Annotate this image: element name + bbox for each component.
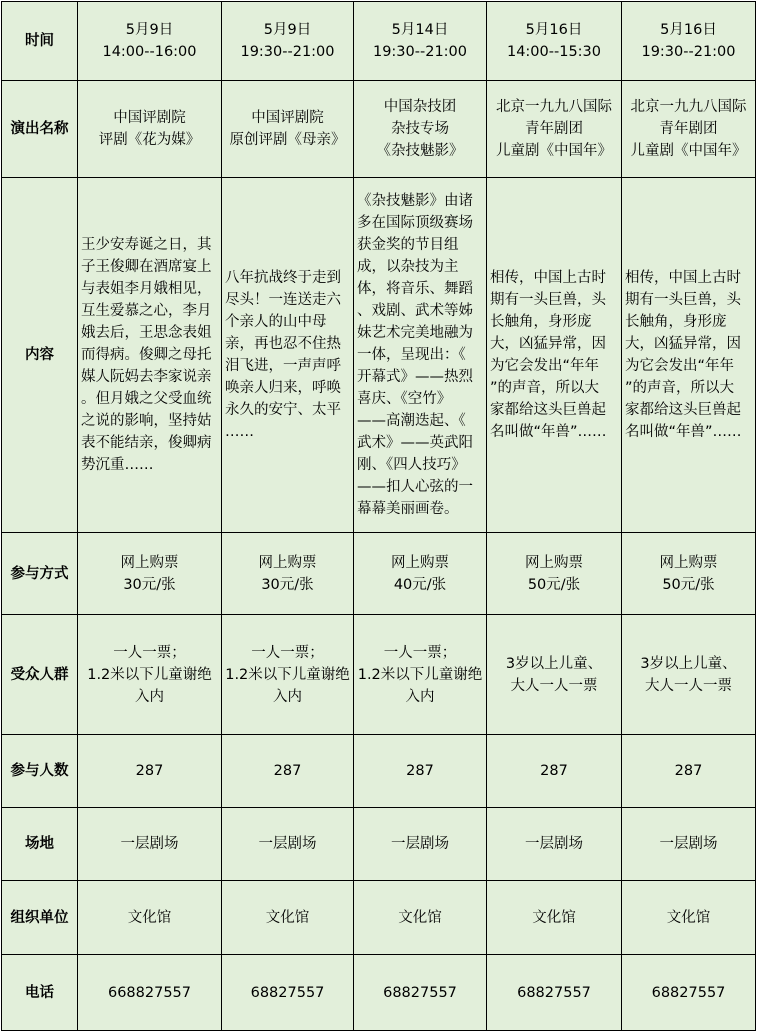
content-text: 家都给这头巨兽起 — [625, 402, 741, 418]
attendance-cell — [78, 735, 221, 807]
participation-text: 网上购票 — [391, 554, 449, 571]
content-text: 永久的安宁、太平 — [225, 402, 341, 418]
content-text: 为它会发出“年年 — [490, 358, 600, 374]
time-cell — [78, 2, 221, 80]
phone-text: 68827557 — [250, 984, 325, 1001]
audience-text: 大人一人一票 — [510, 677, 598, 694]
content-text: 泪飞进，一声声呼 — [225, 358, 341, 374]
content-text: ”的声音，所以大 — [625, 380, 735, 396]
time-cell — [354, 2, 486, 80]
content-cell — [487, 178, 621, 532]
time-cell — [222, 2, 353, 80]
participation-text: 50元/张 — [527, 576, 581, 593]
time-text: 5月14日 — [391, 22, 449, 38]
content-text: 为它会发出“年年 — [625, 358, 735, 374]
content-text: 多在国际顶级赛场 — [357, 215, 473, 231]
content-text: 《杂技魅影》由诸 — [357, 193, 473, 209]
content-text: 幕幕美丽画卷。 — [357, 501, 459, 517]
time-text: 5月16日 — [660, 22, 717, 38]
participation-text: 网上购票 — [120, 554, 179, 571]
participation-text: 网上购票 — [525, 554, 583, 571]
venue-cell — [487, 808, 621, 880]
audience-cell — [622, 615, 755, 734]
content-text: 、戏剧、武术等姊 — [357, 303, 473, 319]
phone-cell — [78, 955, 221, 1030]
audience-text: 3岁以上儿童、 — [640, 655, 737, 672]
participation-text: 网上购票 — [659, 554, 718, 571]
show-name-text: 北京一九九八国际 — [630, 99, 747, 115]
participation-text: 30元/张 — [261, 576, 314, 593]
content-text: 成，以杂技为主 — [357, 259, 459, 275]
show-name-text: 北京一九九八国际 — [496, 99, 612, 115]
row-header-text: 参与人数 — [10, 763, 69, 779]
audience-cell — [222, 615, 353, 734]
attendance-cell — [354, 735, 486, 807]
show-name-cell — [622, 81, 755, 177]
time-text: 5月9日 — [263, 22, 312, 38]
show-name-text: 中国评剧院 — [113, 110, 186, 126]
show-name-text: 青年剧团 — [525, 121, 583, 137]
venue-text: 一层剧场 — [258, 836, 317, 852]
time-text: 19:30--21:00 — [240, 44, 335, 60]
row-header-text: 参与方式 — [10, 565, 69, 582]
attendance-cell — [487, 735, 621, 807]
phone-text: 68827557 — [651, 984, 726, 1001]
audience-text: 入内 — [273, 688, 302, 705]
organizer-cell — [354, 881, 486, 954]
show-name-text: 原创评剧《母亲》 — [229, 132, 346, 148]
participation-cell — [354, 533, 486, 614]
organizer-cell — [222, 881, 353, 954]
row-header-time — [2, 2, 77, 80]
audience-text: 1.2米以下儿童谢绝 — [357, 666, 483, 683]
participation-text: 30元/张 — [123, 576, 176, 593]
content-text: ——高潮迭起、《 — [357, 413, 466, 429]
row-header-venue — [2, 808, 77, 880]
venue-cell — [622, 808, 755, 880]
content-text: 八年抗战终于走到 — [225, 270, 341, 286]
content-text: 刚、《四人技巧》 — [357, 457, 466, 473]
venue-cell — [354, 808, 486, 880]
show-name-text: 儿童剧《中国年》 — [496, 143, 612, 159]
content-cell — [354, 178, 486, 532]
content-text: 长触角，身形庞 — [490, 314, 592, 330]
organizer-cell — [78, 881, 221, 954]
organizer-text: 文化馆 — [127, 909, 172, 926]
content-text: 尽头！一连送走六 — [225, 292, 341, 308]
content-text: 王少安寿诞之日，其 — [81, 237, 212, 253]
phone-text: 68827557 — [383, 984, 457, 1001]
content-text: 相传，中国上古时 — [625, 270, 741, 286]
time-text: 5月9日 — [125, 22, 174, 38]
attendance-text: 287 — [406, 763, 434, 779]
content-text: 妹艺术完美地融为 — [357, 325, 473, 341]
attendance-cell — [622, 735, 755, 807]
show-name-text: 中国评剧院 — [251, 110, 324, 126]
show-name-text: 中国杂技团 — [383, 99, 457, 115]
content-text: 唤亲人归来，呼唤 — [225, 380, 341, 396]
content-text: …… — [225, 424, 254, 440]
attendance-text: 287 — [674, 763, 703, 779]
content-text: 之说的影响，坚持姑 — [81, 413, 212, 429]
venue-text: 一层剧场 — [659, 836, 718, 852]
participation-text: 40元/张 — [393, 576, 447, 593]
content-text: 获金奖的节目组 — [357, 237, 459, 253]
row-header-text: 电话 — [25, 984, 54, 1001]
show-name-text: 评剧《花为媒》 — [98, 132, 201, 148]
attendance-text: 287 — [540, 763, 568, 779]
participation-text: 50元/张 — [662, 576, 715, 593]
row-header-text: 受众人群 — [10, 666, 69, 683]
content-text: 名叫做“年兽”…… — [490, 424, 607, 440]
phone-cell — [222, 955, 353, 1030]
content-text: 名叫做“年兽”…… — [625, 424, 742, 440]
show-name-text: 《杂技魅影》 — [376, 143, 464, 159]
content-text: 大，凶猛异常，因 — [490, 336, 606, 352]
organizer-cell — [622, 881, 755, 954]
show-name-text: 杂技专场 — [391, 121, 449, 137]
content-text: 媒人阮妈去李家说亲 — [81, 369, 212, 385]
audience-cell — [487, 615, 621, 734]
row-header-attendance — [2, 735, 77, 807]
venue-cell — [222, 808, 353, 880]
participation-cell — [222, 533, 353, 614]
content-cell — [78, 178, 221, 532]
venue-text: 一层剧场 — [120, 836, 179, 852]
phone-text: 68827557 — [517, 984, 591, 1001]
content-text: 一体，呈现出：《 — [357, 347, 466, 363]
participation-text: 网上购票 — [258, 554, 317, 571]
row-header-text: 时间 — [25, 33, 54, 49]
row-header-text: 场地 — [25, 836, 54, 852]
content-text: ”的声音，所以大 — [490, 380, 600, 396]
content-text: 。但月娥之父受血统 — [81, 391, 212, 407]
organizer-text: 文化馆 — [398, 909, 442, 926]
venue-cell — [78, 808, 221, 880]
time-text: 19:30--21:00 — [372, 44, 468, 60]
content-text: ——扣人心弦的一 — [357, 479, 473, 495]
participation-cell — [487, 533, 621, 614]
content-text: 子王俊卿在酒席宴上 — [81, 259, 212, 275]
row-header-text: 内容 — [25, 347, 54, 363]
content-cell — [222, 178, 353, 532]
show-name-cell — [78, 81, 221, 177]
audience-text: 入内 — [405, 688, 435, 705]
audience-text: 1.2米以下儿童谢绝 — [87, 666, 212, 683]
venue-text: 一层剧场 — [391, 836, 449, 852]
row-header-audience — [2, 615, 77, 734]
organizer-cell — [487, 881, 621, 954]
content-text: 期有一头巨兽，头 — [490, 292, 606, 308]
organizer-text: 文化馆 — [265, 909, 310, 926]
show-name-text: 儿童剧《中国年》 — [630, 143, 747, 159]
phone-cell — [354, 955, 486, 1030]
content-text: 喜庆、《空竹》 — [357, 391, 452, 407]
show-name-text: 青年剧团 — [659, 121, 718, 137]
organizer-text: 文化馆 — [532, 909, 576, 926]
time-text: 19:30--21:00 — [641, 44, 736, 60]
row-header-phone — [2, 955, 77, 1030]
row-header-text: 演出名称 — [10, 121, 69, 137]
row-header-participation — [2, 533, 77, 614]
content-text: 家都给这头巨兽起 — [490, 402, 606, 418]
participation-cell — [622, 533, 755, 614]
participation-cell — [78, 533, 221, 614]
time-cell — [622, 2, 755, 80]
organizer-text: 文化馆 — [666, 909, 711, 926]
content-cell — [622, 178, 755, 532]
content-text: 大，凶猛异常，因 — [625, 336, 741, 352]
phone-cell — [622, 955, 755, 1030]
content-text: 武术》——英武阳 — [357, 435, 473, 451]
audience-text: 入内 — [135, 688, 164, 705]
row-header-show-name — [2, 81, 77, 177]
content-text: 个亲人的山中母 — [225, 314, 327, 330]
content-text: 与表姐李月娥相见， — [81, 281, 212, 297]
content-text: 相传，中国上古时 — [490, 270, 606, 286]
content-text: 开幕式》——热烈 — [357, 369, 473, 385]
audience-text: 大人一人一票 — [645, 677, 732, 694]
content-text: 互生爱慕之心，李月 — [81, 303, 212, 319]
audience-cell — [78, 615, 221, 734]
content-text: 表不能结亲，俊卿病 — [81, 435, 212, 451]
audience-text: 一人一票； — [383, 644, 457, 661]
attendance-text: 287 — [273, 763, 302, 779]
attendance-text: 287 — [135, 763, 164, 779]
venue-text: 一层剧场 — [525, 836, 583, 852]
content-text: 期有一头巨兽，头 — [625, 292, 741, 308]
content-text: 体，将音乐、舞蹈 — [357, 281, 473, 297]
audience-text: 一人一票； — [113, 644, 186, 661]
row-header-organizer — [2, 881, 77, 954]
content-text: 亲，再也忍不住热 — [225, 336, 341, 352]
content-text: 娥去后，王思念表姐 — [81, 325, 212, 341]
show-name-cell — [487, 81, 621, 177]
audience-text: 3岁以上儿童、 — [505, 655, 603, 672]
time-text: 5月16日 — [525, 22, 583, 38]
time-text: 14:00--16:00 — [102, 44, 197, 60]
audience-text: 1.2米以下儿童谢绝 — [225, 666, 350, 683]
content-text: 长触角，身形庞 — [625, 314, 727, 330]
phone-cell — [487, 955, 621, 1030]
time-cell — [487, 2, 621, 80]
show-name-cell — [354, 81, 486, 177]
audience-cell — [354, 615, 486, 734]
content-text: 而得病。俊卿之母托 — [81, 347, 212, 363]
row-header-content — [2, 178, 77, 532]
show-name-cell — [222, 81, 353, 177]
phone-text: 668827557 — [107, 984, 192, 1001]
time-text: 14:00--15:30 — [506, 44, 602, 60]
audience-text: 一人一票； — [251, 644, 324, 661]
attendance-cell — [222, 735, 353, 807]
schedule-table — [1, 1, 756, 1031]
row-header-text: 组织单位 — [10, 909, 69, 926]
content-text: 势沉重…… — [81, 457, 154, 473]
